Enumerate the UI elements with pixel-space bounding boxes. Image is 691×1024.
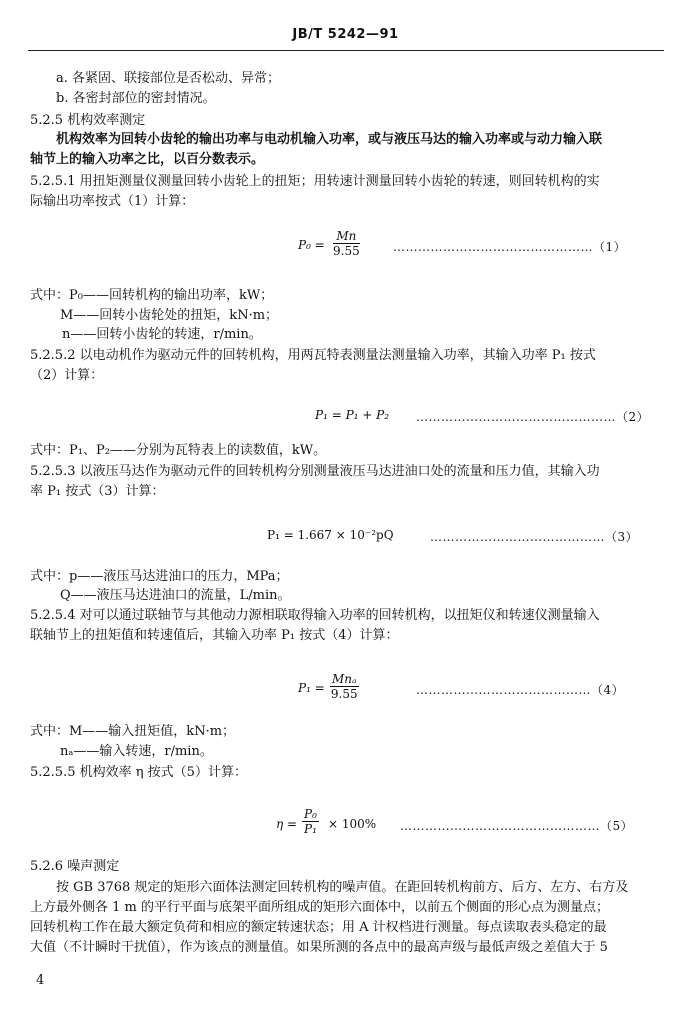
section-5-2-5-heading: 5.2.5 机构效率测定 [30, 113, 146, 128]
equation-1-denominator: 9.55 [333, 244, 360, 258]
equation-3-where-line-2: Q——液压马达进油口的流量，L/min。 [60, 588, 291, 603]
equation-2-where: 式中：P₁、P₂——分别为瓦特表上的读数值，kW。 [30, 443, 327, 458]
equation-4-numerator: Mnₐ [332, 672, 357, 686]
equation-2: P₁ = P₁ + P₂ [315, 408, 390, 422]
section-5-2-5-para-line-1: 机构效率为回转小齿轮的输出功率与电动机输入功率，或与液压马达的输入功率或与动力输入联 [56, 132, 603, 147]
equation-5-number: …………………………………………（5） [400, 819, 634, 833]
section-5-2-5-1-line-1: 5.2.5.1 用扭矩测量仪测量回转小齿轮上的扭矩；用转速计测量回转小齿轮的转速，则回转机构的实 [30, 174, 600, 189]
equation-3-number: ……………………………………（3） [430, 530, 639, 544]
equation-3-where-line-1: 式中：p——液压马达进油口的压力，MPa； [30, 569, 289, 584]
item-b: b. 各密封部位的密封情况。 [56, 91, 216, 106]
equation-5-fraction [302, 807, 319, 837]
equation-3: P₁ = 1.667 × 10⁻²pQ [267, 528, 394, 542]
section-5-2-5-3-line-1: 5.2.5.3 以液压马达作为驱动元件的回转机构分别测量液压马达进油口处的流量和压力值，其输入功 [30, 464, 600, 479]
equation-5-denominator: P₁ [304, 822, 317, 836]
section-5-2-6-heading: 5.2.6 噪声测定 [30, 859, 120, 874]
page-number: 4 [36, 973, 45, 988]
equation-4-number: ……………………………………（4） [416, 683, 625, 697]
equation-5-rhs: × 100% [328, 817, 377, 831]
section-5-2-6-para-line-4: 大值（不计瞬时干扰值），作为该点的测量值。如果所测的各点中的最高声级与最低声级之差值大于 5 [30, 940, 608, 955]
equation-5-numerator: P₀ [304, 807, 317, 821]
section-5-2-5-5-line: 5.2.5.5 机构效率 η 按式（5）计算： [30, 765, 247, 780]
equation-1-lhs: P₀ = [298, 238, 325, 252]
section-5-2-5-2-line-1: 5.2.5.2 以电动机作为驱动元件的回转机构，用两瓦特表测量法测量输入功率，其输入功率 P₁ 按式 [30, 348, 596, 363]
section-5-2-6-para-line-2: 上方最外侧各 1 m 的平行平面与底架平面所组成的矩形六面体中，以前五个侧面的形心点为测量点； [30, 900, 609, 915]
equation-4-fraction [330, 672, 359, 702]
item-a: a. 各紧固、联接部位是否松动、异常； [56, 71, 281, 86]
section-5-2-5-3-line-2: 率 P₁ 按式（3）计算： [30, 484, 165, 499]
header-rule [28, 50, 664, 51]
equation-4-denominator: 9.55 [330, 687, 358, 701]
equation-4-lhs: P₁ = [298, 681, 325, 695]
section-5-2-6-para-line-1: 按 GB 3768 规定的矩形六面体法测定回转机构的噪声值。在距回转机构前方、后方、左方、右方及 [56, 880, 629, 895]
equation-1-where-line-2: M——回转小齿轮处的扭矩，kN·m； [60, 308, 279, 323]
equation-1-number: …………………………………………（1） [393, 240, 627, 254]
section-5-2-5-para-line-2: 轴节上的输入功率之比，以百分数表示。 [30, 152, 265, 167]
equation-1-numerator: Mn [333, 229, 360, 244]
equation-4-where-line-2: nₐ——输入转速，r/min。 [60, 744, 213, 759]
section-5-2-5-2-line-2: （2）计算： [30, 368, 104, 383]
section-5-2-6-para-line-3: 回转机构工作在最大额定负荷和相应的额定转速状态；用 A 计权档进行测量。每点读取表头稳定的最 [30, 920, 607, 935]
equation-1-where-line-3: n——回转小齿轮的转速，r/min。 [62, 327, 262, 342]
equation-5-lhs: η = [276, 817, 298, 831]
section-5-2-5-4-line-2: 联轴节上的扭矩值和转速值后，其输入功率 P₁ 按式（4）计算： [30, 628, 399, 643]
equation-4-where-line-1: 式中：M——输入扭矩值，kN·m； [30, 724, 236, 739]
section-5-2-5-4-line-1: 5.2.5.4 对可以通过联轴节与其他动力源相联取得输入功率的回转机构，以扭矩仪和转速仪测量输入 [30, 608, 600, 623]
equation-1-fraction [333, 229, 360, 259]
document-code: JB/T 5242—91 [292, 27, 399, 42]
equation-1-where-line-1: 式中：P₀——回转机构的输出功率，kW； [30, 288, 274, 303]
equation-2-number: …………………………………………（2） [416, 410, 650, 424]
section-5-2-5-1-line-2: 际输出功率按式（1）计算： [30, 194, 195, 209]
